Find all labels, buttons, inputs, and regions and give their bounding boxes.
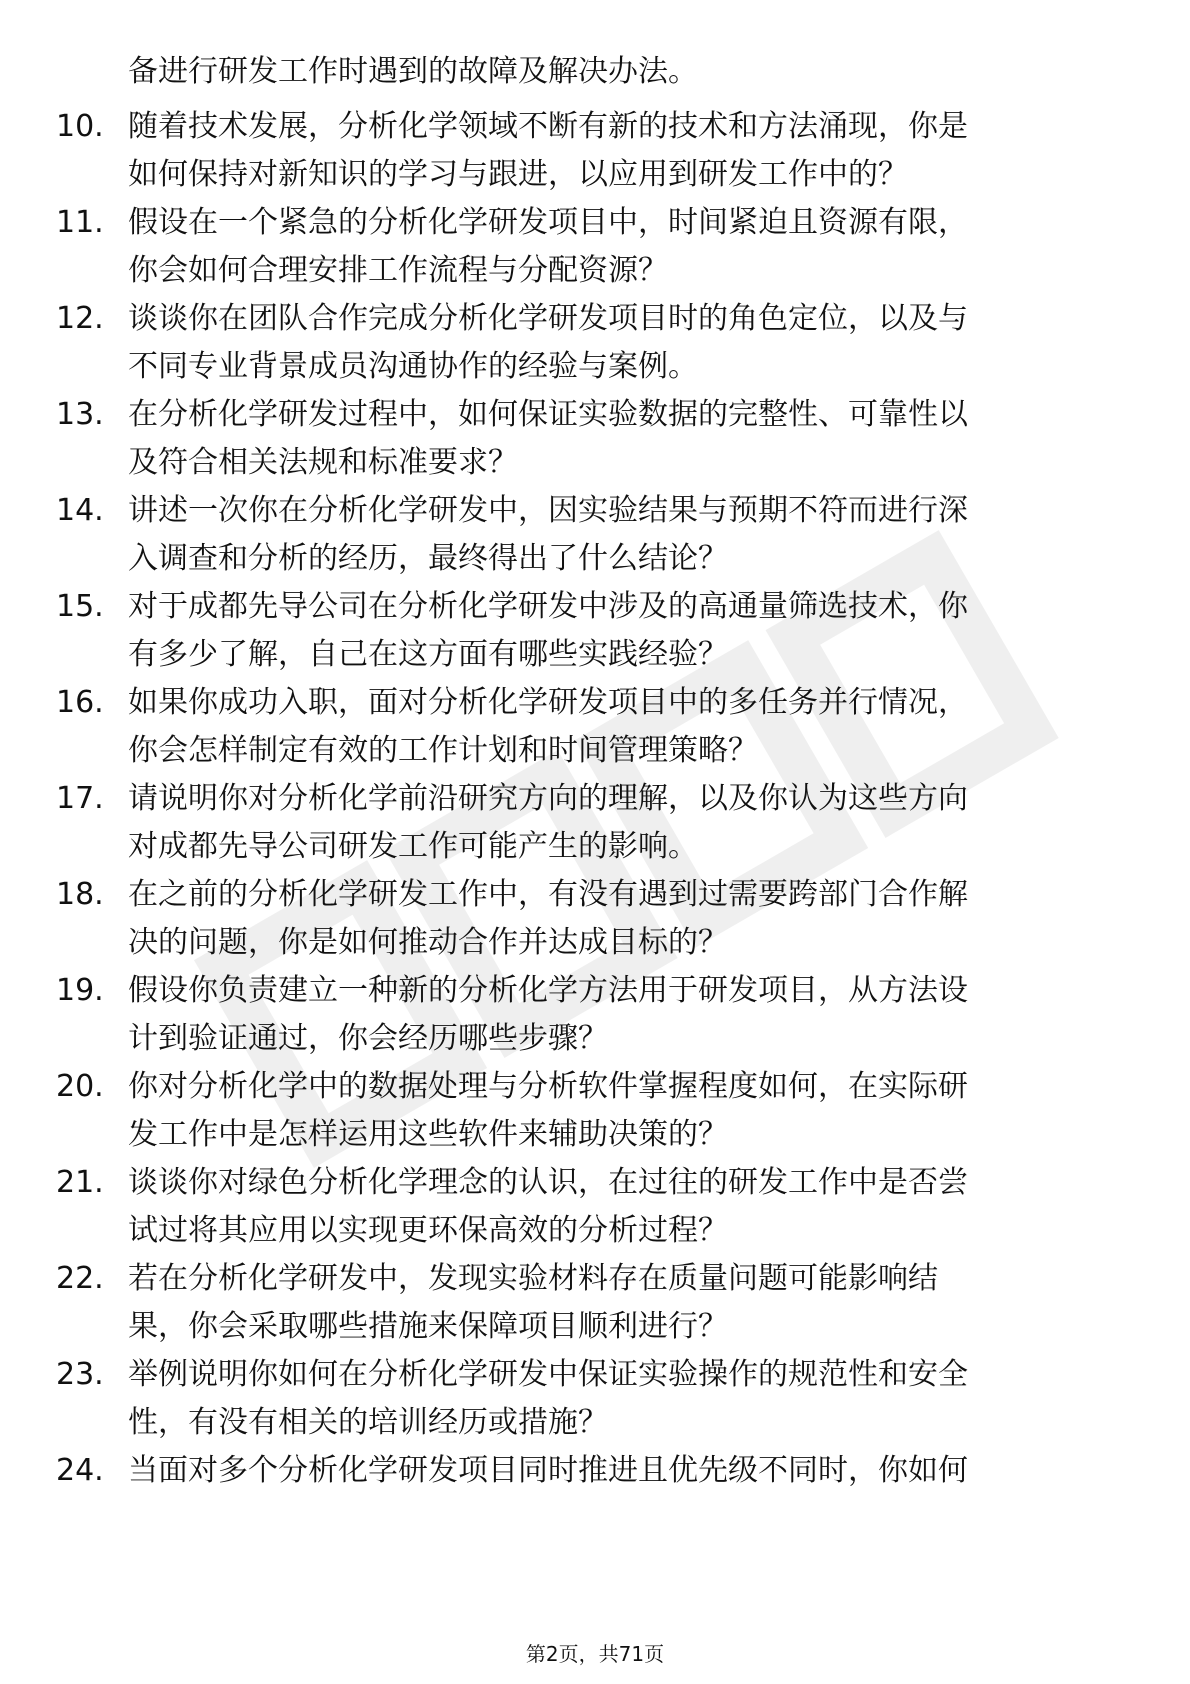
question-text-line: 在分析化学研发过程中，如何保证实验数据的完整性、可靠性以 xyxy=(128,397,968,432)
question-text-line: 请说明你对分析化学前沿研究方向的理解，以及你认为这些方向 xyxy=(128,781,968,816)
question-text-line: 你会如何合理安排工作流程与分配资源？ xyxy=(128,253,668,288)
question-number: 17. xyxy=(56,781,104,816)
question-item xyxy=(56,679,1136,775)
question-number: 22. xyxy=(56,1261,104,1296)
question-number: 20. xyxy=(56,1069,104,1104)
question-item xyxy=(56,1447,1136,1495)
question-item xyxy=(56,1255,1136,1351)
continuation-text: 备进行研发工作时遇到的故障及解决办法。 xyxy=(128,54,698,89)
question-item xyxy=(56,199,1136,295)
question-number: 24. xyxy=(56,1453,104,1488)
question-text-line: 有多少了解，自己在这方面有哪些实践经验？ xyxy=(128,637,728,672)
question-number: 16. xyxy=(56,685,104,720)
question-number: 21. xyxy=(56,1165,104,1200)
question-number: 19. xyxy=(56,973,104,1008)
question-item xyxy=(56,583,1136,679)
question-text-line: 假设你负责建立一种新的分析化学方法用于研发项目，从方法设 xyxy=(128,973,968,1008)
question-text-line: 当面对多个分析化学研发项目同时推进且优先级不同时，你如何 xyxy=(128,1453,968,1488)
question-text-line: 如果你成功入职，面对分析化学研发项目中的多任务并行情况， xyxy=(128,685,968,720)
question-text-line: 决的问题，你是如何推动合作并达成目标的？ xyxy=(128,925,728,960)
question-text-line: 性，有没有相关的培训经历或措施？ xyxy=(128,1405,608,1440)
question-number: 14. xyxy=(56,493,104,528)
question-number: 18. xyxy=(56,877,104,912)
question-text-line: 果，你会采取哪些措施来保障项目顺利进行？ xyxy=(128,1309,728,1344)
question-number: 12. xyxy=(56,301,104,336)
question-item xyxy=(56,391,1136,487)
question-item xyxy=(56,1351,1136,1447)
question-text-line: 举例说明你如何在分析化学研发中保证实验操作的规范性和安全 xyxy=(128,1357,968,1392)
question-text-line: 不同专业背景成员沟通协作的经验与案例。 xyxy=(128,349,698,384)
question-text-line: 如何保持对新知识的学习与跟进，以应用到研发工作中的？ xyxy=(128,157,908,192)
question-number: 15. xyxy=(56,589,104,624)
question-text-line: 讲述一次你在分析化学研发中，因实验结果与预期不符而进行深 xyxy=(128,493,968,528)
question-text-line: 对成都先导公司研发工作可能产生的影响。 xyxy=(128,829,698,864)
question-text-line: 若在分析化学研发中，发现实验材料存在质量问题可能影响结 xyxy=(128,1261,938,1296)
question-item xyxy=(56,775,1136,871)
question-text-line: 随着技术发展，分析化学领域不断有新的技术和方法涌现，你是 xyxy=(128,109,968,144)
question-text-line: 在之前的分析化学研发工作中，有没有遇到过需要跨部门合作解 xyxy=(128,877,968,912)
question-text-line: 试过将其应用以实现更环保高效的分析过程？ xyxy=(128,1213,728,1248)
question-item xyxy=(56,1159,1136,1255)
question-text-line: 假设在一个紧急的分析化学研发项目中，时间紧迫且资源有限， xyxy=(128,205,968,240)
question-item xyxy=(56,487,1136,583)
question-text-line: 对于成都先导公司在分析化学研发中涉及的高通量筛选技术，你 xyxy=(128,589,968,624)
question-number: 23. xyxy=(56,1357,104,1392)
question-text-line: 计到验证通过，你会经历哪些步骤？ xyxy=(128,1021,608,1056)
question-text-line: 谈谈你在团队合作完成分析化学研发项目时的角色定位，以及与 xyxy=(128,301,968,336)
question-text-line: 你会怎样制定有效的工作计划和时间管理策略？ xyxy=(128,733,758,768)
question-list xyxy=(56,103,1136,1495)
question-item xyxy=(56,1063,1136,1159)
question-text-line: 发工作中是怎样运用这些软件来辅助决策的？ xyxy=(128,1117,728,1152)
question-number: 13. xyxy=(56,397,104,432)
question-number: 10. xyxy=(56,109,104,144)
question-item xyxy=(56,871,1136,967)
question-item xyxy=(56,295,1136,391)
question-number: 11. xyxy=(56,205,104,240)
question-text-line: 入调查和分析的经历，最终得出了什么结论？ xyxy=(128,541,728,576)
question-text-line: 谈谈你对绿色分析化学理念的认识，在过往的研发工作中是否尝 xyxy=(128,1165,968,1200)
question-text-line: 你对分析化学中的数据处理与分析软件掌握程度如何，在实际研 xyxy=(128,1069,968,1104)
page-footer: 第2页，共71页 xyxy=(525,1642,665,1666)
question-text-line: 及符合相关法规和标准要求？ xyxy=(128,445,518,480)
question-item xyxy=(56,967,1136,1063)
question-item xyxy=(56,103,1136,199)
